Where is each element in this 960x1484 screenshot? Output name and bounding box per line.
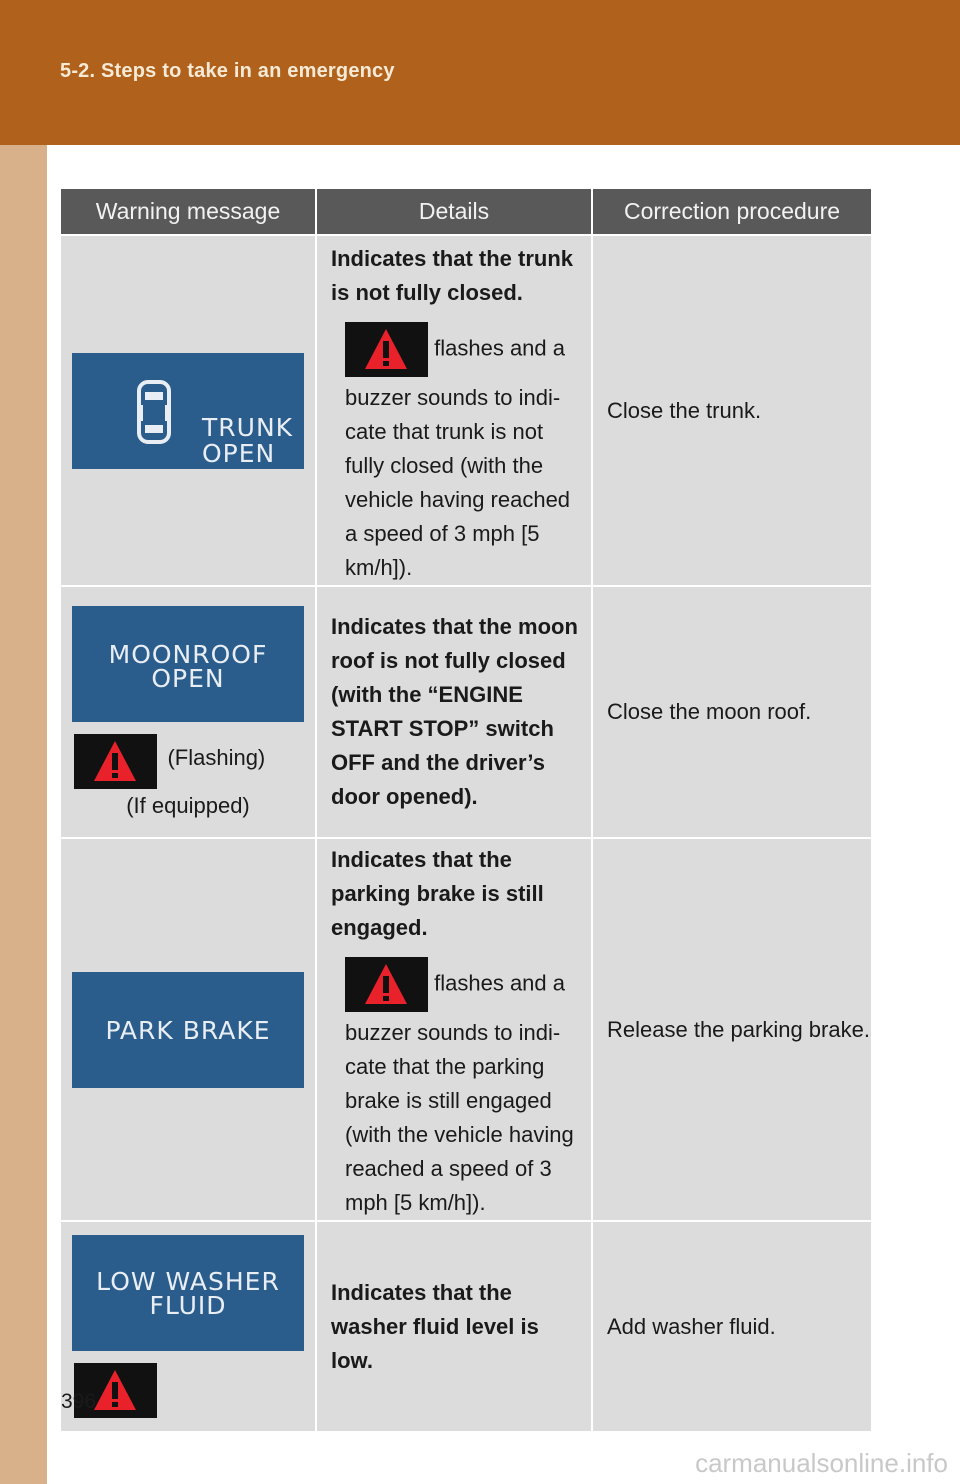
table-row xyxy=(61,838,871,1221)
column-header-details: Details xyxy=(316,189,592,235)
correction-cell: Close the trunk. xyxy=(592,235,871,586)
correction-cell: Close the moon roof. xyxy=(592,586,871,838)
side-strip xyxy=(0,145,47,1484)
warning-triangle-icon xyxy=(74,734,157,789)
details-cell xyxy=(316,235,592,586)
icon-line xyxy=(61,1363,315,1418)
display-line: OPEN xyxy=(202,438,276,468)
display-line: FLUID xyxy=(149,1291,227,1320)
warning-cell xyxy=(61,838,316,1221)
trunk-open-display xyxy=(72,353,304,469)
details-cell xyxy=(316,586,592,838)
details-bold: Indicates that the moon roof is not fully closed (with the “ENGINE START STOP” switch OFF and the driver’s door opened). xyxy=(331,614,578,809)
display-line: LOW WASHER xyxy=(96,1267,280,1296)
moonroof-open-display xyxy=(72,606,304,722)
display-line: PARK BRAKE xyxy=(105,1015,271,1045)
details-icon-line xyxy=(331,322,583,377)
watermark: carmanualsonline.info xyxy=(695,1448,948,1478)
details-cell xyxy=(316,1221,592,1431)
warning-triangle-icon xyxy=(345,957,428,1012)
correction-cell: Release the parking brake. xyxy=(592,838,871,1221)
display-line: MOONROOF xyxy=(108,639,268,669)
flashing-line xyxy=(61,734,315,789)
equipped-note: (If equipped) xyxy=(126,792,250,818)
details-bold: Indicates that the parking brake is still engaged. xyxy=(331,847,544,940)
details-icon-suffix: flashes and a xyxy=(434,335,565,361)
page-number: 396 xyxy=(61,1390,97,1413)
section-title: 5-2. Steps to take in an emergency xyxy=(60,60,395,82)
details-body: buzzer sounds to indi-cate that trunk is not fully closed (with the vehicle having reached a speed of 3 mph [5 km/h]). xyxy=(345,385,571,580)
details-bold: Indicates that the trunk is not fully closed. xyxy=(331,246,574,305)
warning-table xyxy=(61,189,871,1431)
details-icon-line xyxy=(331,957,583,1012)
table-row xyxy=(61,1221,871,1431)
table-row xyxy=(61,235,871,586)
details-body: buzzer sounds to indi-cate that the parking brake is still engaged (with the vehicle having reached a speed of 3 mph [5 km/h]). xyxy=(345,1020,574,1215)
page-header xyxy=(0,0,960,145)
warning-cell xyxy=(61,1221,316,1431)
table-row xyxy=(61,586,871,838)
icon-caption: (Flashing) xyxy=(167,745,266,771)
low-washer-fluid-display xyxy=(72,1235,304,1351)
warning-triangle-icon xyxy=(345,322,428,377)
park-brake-display xyxy=(72,972,304,1088)
display-line: TRUNK xyxy=(202,412,294,442)
column-header-warning: Warning message xyxy=(61,189,316,235)
correction-cell: Add washer fluid. xyxy=(592,1221,871,1431)
display-line: OPEN xyxy=(151,663,225,693)
table-header-row xyxy=(61,189,871,235)
details-cell xyxy=(316,838,592,1221)
warning-cell xyxy=(61,586,316,838)
warning-cell xyxy=(61,235,316,586)
details-icon-suffix: flashes and a xyxy=(434,970,565,996)
car-door-icon xyxy=(136,379,172,445)
details-bold: Indicates that the washer fluid level is low. xyxy=(331,1279,539,1373)
column-header-correction: Correction procedure xyxy=(592,189,871,235)
